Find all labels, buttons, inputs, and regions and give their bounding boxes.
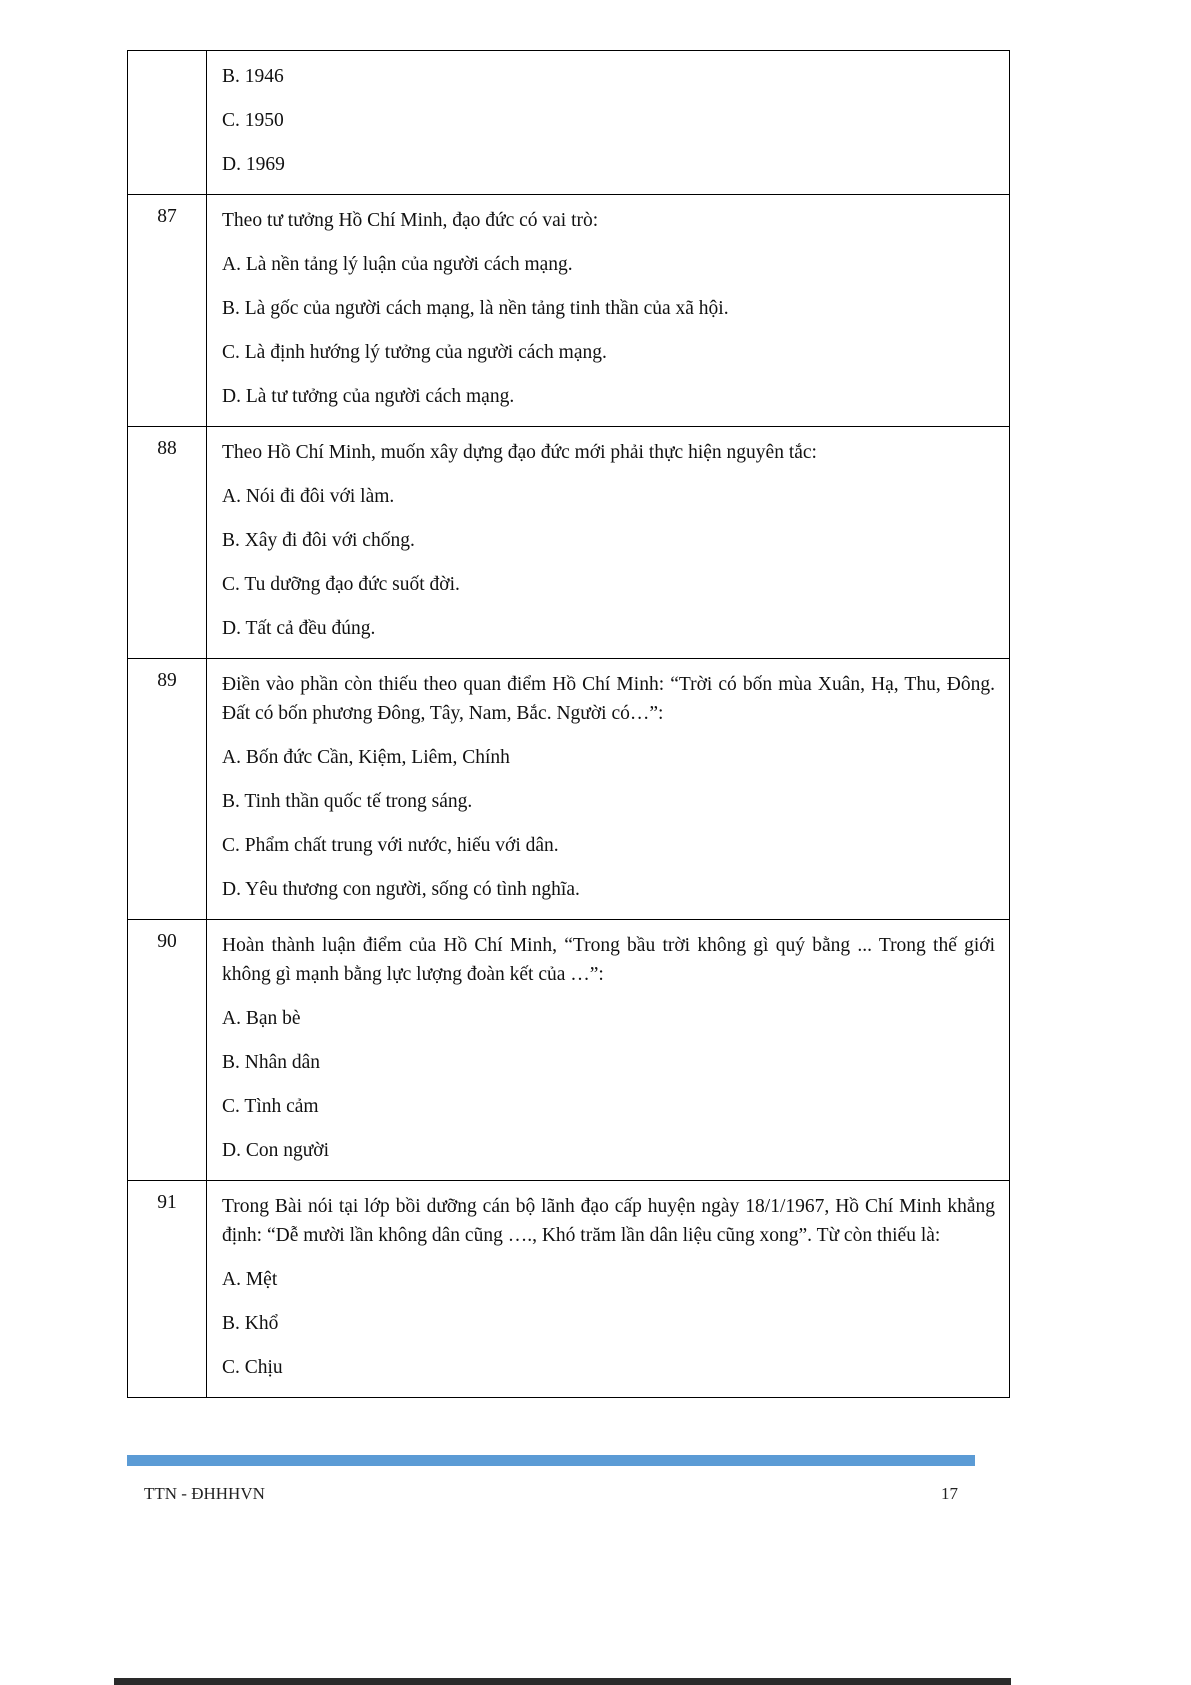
answer-option: C. Là định hướng lý tưởng của người cách mạng.	[222, 342, 607, 363]
answer-option: B. Nhân dân	[222, 1052, 321, 1073]
question-cell	[207, 1181, 1010, 1398]
answer-option: D. Con người	[222, 1140, 330, 1161]
answer-option: D. Yêu thương con người, sống có tình nghĩa.	[222, 879, 580, 900]
question-cell	[207, 51, 1010, 195]
answer-option: C. Chịu	[222, 1357, 283, 1378]
question-text: Theo Hồ Chí Minh, muốn xây dựng đạo đức mới phải thực hiện nguyên tắc:	[222, 442, 817, 463]
next-page-edge	[114, 1678, 1011, 1685]
table-row	[128, 659, 1010, 920]
answer-option: A. Là nền tảng lý luận của người cách mạng.	[222, 254, 573, 275]
answer-option: C. 1950	[222, 110, 284, 131]
question-number	[128, 51, 207, 195]
answer-option: B. Là gốc của người cách mạng, là nền tảng tinh thần của xã hội.	[222, 298, 729, 319]
question-text: Theo tư tưởng Hồ Chí Minh, đạo đức có vai trò:	[222, 210, 599, 231]
answer-option: C. Tu dưỡng đạo đức suốt đời.	[222, 574, 460, 595]
answer-option: A. Nói đi đôi với làm.	[222, 486, 395, 507]
answer-option: A. Mệt	[222, 1269, 278, 1290]
answer-option: A. Bốn đức Cần, Kiệm, Liêm, Chính	[222, 747, 510, 768]
question-text: Điền vào phần còn thiếu theo quan điểm Hồ Chí Minh: “Trời có bốn mùa Xuân, Hạ, Thu, Đông. Đất có bốn phương Đông, Tây, Nam, Bắc. Người có…”:	[222, 674, 995, 724]
question-number: 89	[128, 659, 207, 920]
page-footer	[127, 1484, 1010, 1504]
question-number: 90	[128, 920, 207, 1181]
answer-option: B. Xây đi đôi với chống.	[222, 530, 415, 551]
answer-option: D. Là tư tưởng của người cách mạng.	[222, 386, 515, 407]
answer-option: C. Tình cảm	[222, 1096, 319, 1117]
answer-option: A. Bạn bè	[222, 1008, 301, 1029]
footer-accent-bar	[127, 1455, 975, 1466]
answer-option: C. Phẩm chất trung với nước, hiếu với dân.	[222, 835, 559, 856]
table-row	[128, 51, 1010, 195]
question-cell	[207, 920, 1010, 1181]
table-row	[128, 195, 1010, 427]
footer-left-text: TTN - ĐHHHVN	[144, 1484, 265, 1503]
question-text: Trong Bài nói tại lớp bồi dưỡng cán bộ lãnh đạo cấp huyện ngày 18/1/1967, Hồ Chí Minh khẳng định: “Dễ mười lần không dân cũng …., Khó trăm lần dân liệu cũng xong”. Từ còn thiếu là:	[222, 1196, 995, 1246]
answer-option: B. Khổ	[222, 1313, 279, 1334]
answer-option: B. 1946	[222, 66, 284, 87]
answer-option: D. 1969	[222, 154, 285, 175]
question-cell	[207, 427, 1010, 659]
table-row	[128, 1181, 1010, 1398]
question-number: 91	[128, 1181, 207, 1398]
page-number: 17	[941, 1484, 958, 1503]
question-text: Hoàn thành luận điểm của Hồ Chí Minh, “Trong bầu trời không gì quý bằng ... Trong thế giới không gì mạnh bằng lực lượng đoàn kết của …”:	[222, 935, 995, 985]
quiz-table-body	[128, 51, 1010, 1398]
answer-option: D. Tất cả đều đúng.	[222, 618, 376, 639]
answer-option: B. Tinh thần quốc tế trong sáng.	[222, 791, 473, 812]
question-number: 88	[128, 427, 207, 659]
table-row	[128, 427, 1010, 659]
question-cell	[207, 659, 1010, 920]
question-cell	[207, 195, 1010, 427]
question-number: 87	[128, 195, 207, 427]
table-row	[128, 920, 1010, 1181]
quiz-table	[127, 50, 1010, 1398]
